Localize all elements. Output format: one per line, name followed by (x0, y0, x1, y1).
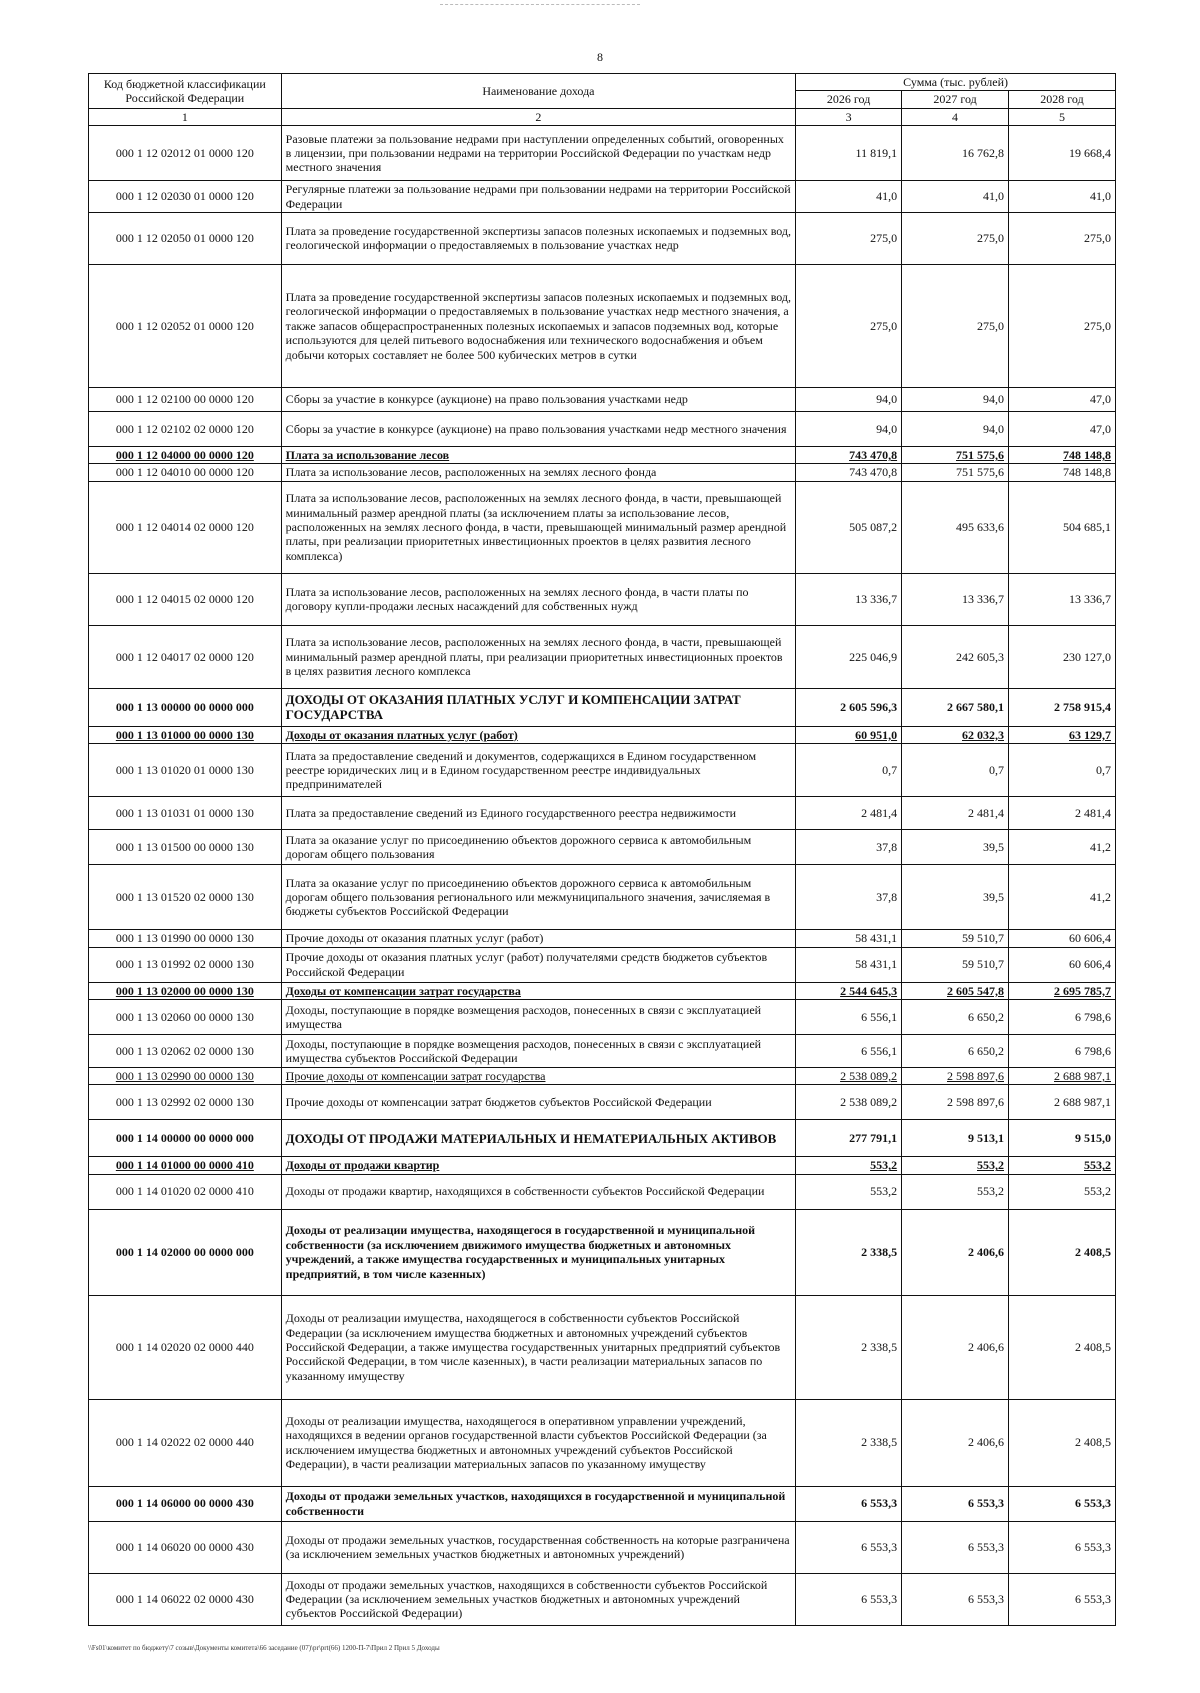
row-name: Доходы от продажи квартир, находящихся в собственности субъектов Российской Федерации (281, 1174, 795, 1209)
row-code: 000 1 13 02000 00 0000 130 (89, 982, 282, 999)
row-value-2026: 505 087,2 (796, 481, 902, 573)
row-value-2028: 2 481,4 (1009, 797, 1116, 830)
row-name: Плата за проведение государственной экспертизы запасов полезных ископаемых и подземных вод, геологической информации о предоставляемых в пользование участках недр (281, 212, 795, 264)
row-value-2028: 41,2 (1009, 865, 1116, 930)
row-value-2026: 2 338,5 (796, 1295, 902, 1399)
table-row (89, 982, 1116, 999)
row-code: 000 1 13 02990 00 0000 130 (89, 1067, 282, 1084)
row-name: Доходы от реализации имущества, находящегося в оперативном управлении учреждений, находящихся в ведении органов государственной власти субъектов Российской Федерации (за исключением имущества бюджетных и автономных учреждений субъектов Российской Федерации), в части реализации материальных запасов по указанному имуществу (281, 1399, 795, 1486)
row-name: Сборы за участие в конкурсе (аукционе) на право пользования участками недр (281, 387, 795, 411)
row-value-2027: 39,5 (902, 865, 1009, 930)
row-code: 000 1 13 01990 00 0000 130 (89, 930, 282, 947)
table-row (89, 446, 1116, 463)
row-code: 000 1 13 02992 02 0000 130 (89, 1085, 282, 1120)
row-value-2026: 743 470,8 (796, 464, 902, 481)
row-name: Прочие доходы от оказания платных услуг (работ) (281, 930, 795, 947)
row-name: Разовые платежи за пользование недрами при наступлении определенных событий, оговоренных в лицензии, при пользовании недрами на территории Российской Федерации по участкам недр местного значения (281, 126, 795, 181)
row-value-2026: 11 819,1 (796, 126, 902, 181)
row-value-2026: 2 544 645,3 (796, 982, 902, 999)
row-value-2027: 553,2 (902, 1174, 1009, 1209)
table-row (89, 1067, 1116, 1084)
row-value-2028: 0,7 (1009, 744, 1116, 797)
row-value-2027: 62 032,3 (902, 726, 1009, 743)
row-name: Плата за оказание услуг по присоединению объектов дорожного сервиса к автомобильным дорогам общего пользования регионального или межмуниципального значения, зачисляемая в бюджеты субъектов Российской Федерации (281, 865, 795, 930)
row-code: 000 1 14 00000 00 0000 000 (89, 1120, 282, 1157)
row-name: Доходы от оказания платных услуг (работ) (281, 726, 795, 743)
row-value-2028: 2 758 915,4 (1009, 688, 1116, 726)
row-value-2026: 58 431,1 (796, 947, 902, 982)
table-row (89, 744, 1116, 797)
row-code: 000 1 13 01500 00 0000 130 (89, 830, 282, 865)
row-name: Доходы, поступающие в порядке возмещения расходов, понесенных в связи с эксплуатацией имущества субъектов Российской Федерации (281, 1034, 795, 1067)
row-code: 000 1 12 02030 01 0000 120 (89, 181, 282, 213)
row-code: 000 1 14 01020 02 0000 410 (89, 1174, 282, 1209)
table-row (89, 1174, 1116, 1209)
row-code: 000 1 12 04015 02 0000 120 (89, 573, 282, 625)
row-name: Прочие доходы от компенсации затрат бюджетов субъектов Российской Федерации (281, 1085, 795, 1120)
scan-artifact-line (440, 4, 640, 5)
row-value-2027: 2 667 580,1 (902, 688, 1009, 726)
row-value-2028: 2 408,5 (1009, 1295, 1116, 1399)
table-row (89, 387, 1116, 411)
table-row (89, 1209, 1116, 1295)
row-value-2027: 9 513,1 (902, 1120, 1009, 1157)
table-row (89, 865, 1116, 930)
col-number-3: 3 (796, 108, 902, 125)
table-row (89, 947, 1116, 982)
row-value-2027: 6 650,2 (902, 1034, 1009, 1067)
row-code: 000 1 13 02060 00 0000 130 (89, 999, 282, 1034)
row-value-2026: 94,0 (796, 387, 902, 411)
table-row (89, 625, 1116, 688)
row-name: Плата за использование лесов, расположенных на землях лесного фонда, в части, превышающей минимальный размер арендной платы, при реализации приоритетных инвестиционных проектов в целях развития лесного комплекса (281, 625, 795, 688)
row-value-2027: 0,7 (902, 744, 1009, 797)
row-value-2028: 748 148,8 (1009, 446, 1116, 463)
year-header-2027: 2027 год (902, 91, 1009, 108)
row-value-2026: 2 481,4 (796, 797, 902, 830)
row-value-2026: 94,0 (796, 411, 902, 446)
row-value-2026: 2 538 089,2 (796, 1085, 902, 1120)
row-value-2026: 2 338,5 (796, 1399, 902, 1486)
row-value-2027: 16 762,8 (902, 126, 1009, 181)
row-value-2027: 2 598 897,6 (902, 1067, 1009, 1084)
row-name: Регулярные платежи за пользование недрами при пользовании недрами на территории Российской Федерации (281, 181, 795, 213)
page-number: 8 (597, 50, 603, 64)
year-header-2026: 2026 год (796, 91, 902, 108)
col-number-1: 1 (89, 108, 282, 125)
table-row (89, 688, 1116, 726)
row-code: 000 1 12 02100 00 0000 120 (89, 387, 282, 411)
row-value-2028: 2 688 987,1 (1009, 1067, 1116, 1084)
row-value-2027: 751 575,6 (902, 464, 1009, 481)
row-name: Доходы от реализации имущества, находящегося в собственности субъектов Российской Федерации (за исключением имущества бюджетных и автономных учреждений субъектов Российской Федерации, а также имущества государственных унитарных предприятий субъектов Российской Федерации, в том числе казенных), в части реализации материальных запасов по указанному имуществу (281, 1295, 795, 1399)
row-name: Сборы за участие в конкурсе (аукционе) на право пользования участками недр местного значения (281, 411, 795, 446)
row-value-2028: 275,0 (1009, 212, 1116, 264)
row-value-2028: 275,0 (1009, 264, 1116, 387)
row-value-2026: 277 791,1 (796, 1120, 902, 1157)
row-value-2028: 2 408,5 (1009, 1209, 1116, 1295)
row-code: 000 1 13 01992 02 0000 130 (89, 947, 282, 982)
row-value-2028: 6 553,3 (1009, 1486, 1116, 1521)
row-value-2026: 0,7 (796, 744, 902, 797)
row-code: 000 1 12 04000 00 0000 120 (89, 446, 282, 463)
row-value-2028: 6 798,6 (1009, 1034, 1116, 1067)
year-header-2028: 2028 год (1009, 91, 1116, 108)
table-row (89, 1486, 1116, 1521)
row-value-2026: 2 338,5 (796, 1209, 902, 1295)
table-row (89, 1573, 1116, 1625)
row-value-2028: 2 688 987,1 (1009, 1085, 1116, 1120)
table-row (89, 212, 1116, 264)
row-value-2026: 41,0 (796, 181, 902, 213)
row-code: 000 1 13 01020 01 0000 130 (89, 744, 282, 797)
table-row (89, 830, 1116, 865)
row-value-2026: 13 336,7 (796, 573, 902, 625)
row-code: 000 1 14 02022 02 0000 440 (89, 1399, 282, 1486)
row-value-2027: 495 633,6 (902, 481, 1009, 573)
row-name: Доходы, поступающие в порядке возмещения расходов, понесенных в связи с эксплуатацией имущества (281, 999, 795, 1034)
row-name: Плата за использование лесов, расположенных на землях лесного фонда, в части платы по договору купли-продажи лесных насаждений для собственных нужд (281, 573, 795, 625)
row-value-2028: 553,2 (1009, 1174, 1116, 1209)
row-name: ДОХОДЫ ОТ ПРОДАЖИ МАТЕРИАЛЬНЫХ И НЕМАТЕРИАЛЬНЫХ АКТИВОВ (281, 1120, 795, 1157)
row-code: 000 1 13 01520 02 0000 130 (89, 865, 282, 930)
revenue-table (88, 73, 1116, 1626)
row-value-2027: 39,5 (902, 830, 1009, 865)
table-row (89, 464, 1116, 481)
row-value-2028: 2 695 785,7 (1009, 982, 1116, 999)
row-value-2028: 748 148,8 (1009, 464, 1116, 481)
row-value-2027: 553,2 (902, 1157, 1009, 1174)
table-row (89, 726, 1116, 743)
row-name: Прочие доходы от оказания платных услуг (работ) получателями средств бюджетов субъектов Российской Федерации (281, 947, 795, 982)
row-code: 000 1 14 02020 02 0000 440 (89, 1295, 282, 1399)
row-value-2026: 743 470,8 (796, 446, 902, 463)
row-value-2028: 230 127,0 (1009, 625, 1116, 688)
row-code: 000 1 13 01000 00 0000 130 (89, 726, 282, 743)
row-code: 000 1 14 02000 00 0000 000 (89, 1209, 282, 1295)
row-code: 000 1 14 06022 02 0000 430 (89, 1573, 282, 1625)
name-column-header: Наименование дохода (281, 74, 795, 109)
code-column-header: Код бюджетной классификации Российской Федерации (89, 74, 282, 109)
row-value-2028: 9 515,0 (1009, 1120, 1116, 1157)
row-value-2028: 6 553,3 (1009, 1521, 1116, 1573)
row-name: Доходы от продажи земельных участков, находящихся в собственности субъектов Российской Федерации (за исключением земельных участков бюджетных и автономных учреждений субъектов Российской Федерации) (281, 1573, 795, 1625)
table-row (89, 1085, 1116, 1120)
row-value-2028: 63 129,7 (1009, 726, 1116, 743)
row-value-2027: 2 605 547,8 (902, 982, 1009, 999)
row-value-2026: 6 553,3 (796, 1573, 902, 1625)
row-value-2026: 6 553,3 (796, 1521, 902, 1573)
row-code: 000 1 14 01000 00 0000 410 (89, 1157, 282, 1174)
footer-file-path: \\Fs01\комитет по бюджету\7 созыв\Документы комитета\66 заседание (07)\pr\prt(66) 1200-П-7\Прил 2 Прил 5 Доходы (88, 1644, 440, 1652)
row-value-2027: 94,0 (902, 411, 1009, 446)
table-row (89, 797, 1116, 830)
row-value-2026: 553,2 (796, 1174, 902, 1209)
row-name: Доходы от компенсации затрат государства (281, 982, 795, 999)
row-name: Доходы от реализации имущества, находящегося в государственной и муниципальной собственности (за исключением движимого имущества бюджетных и автономных учреждений, а также имущества государственных и муниципальных унитарных предприятий, в том числе казенных) (281, 1209, 795, 1295)
row-name: Доходы от продажи земельных участков, находящихся в государственной и муниципальной собственности (281, 1486, 795, 1521)
row-value-2026: 6 553,3 (796, 1486, 902, 1521)
table-row (89, 1399, 1116, 1486)
row-value-2028: 60 606,4 (1009, 947, 1116, 982)
row-name: Доходы от продажи земельных участков, государственная собственность на которые разграничена (за исключением земельных участков бюджетных и автономных учреждений) (281, 1521, 795, 1573)
table-row (89, 481, 1116, 573)
row-value-2027: 94,0 (902, 387, 1009, 411)
row-name: Плата за предоставление сведений из Единого государственного реестра недвижимости (281, 797, 795, 830)
table-row (89, 930, 1116, 947)
row-code: 000 1 12 02012 01 0000 120 (89, 126, 282, 181)
sum-column-header: Сумма (тыс. рублей) (796, 74, 1116, 91)
row-value-2028: 504 685,1 (1009, 481, 1116, 573)
row-code: 000 1 12 04010 00 0000 120 (89, 464, 282, 481)
row-value-2026: 6 556,1 (796, 999, 902, 1034)
row-value-2028: 47,0 (1009, 387, 1116, 411)
row-name: Плата за использование лесов, расположенных на землях лесного фонда (281, 464, 795, 481)
row-value-2028: 41,0 (1009, 181, 1116, 213)
row-name: ДОХОДЫ ОТ ОКАЗАНИЯ ПЛАТНЫХ УСЛУГ И КОМПЕНСАЦИИ ЗАТРАТ ГОСУДАРСТВА (281, 688, 795, 726)
row-value-2026: 275,0 (796, 264, 902, 387)
table-row (89, 1295, 1116, 1399)
row-value-2026: 225 046,9 (796, 625, 902, 688)
row-code: 000 1 12 02102 02 0000 120 (89, 411, 282, 446)
row-value-2027: 751 575,6 (902, 446, 1009, 463)
row-value-2027: 242 605,3 (902, 625, 1009, 688)
table-row (89, 126, 1116, 181)
row-value-2026: 6 556,1 (796, 1034, 902, 1067)
row-value-2028: 2 408,5 (1009, 1399, 1116, 1486)
col-number-4: 4 (902, 108, 1009, 125)
row-name: Плата за использование лесов, расположенных на землях лесного фонда, в части, превышающей минимальный размер арендной платы (за исключением платы за использование лесов, расположенных на землях лесного фонда, в части, превышающей минимальный размер арендной платы, при реализации приоритетных инвестиционных проектов в целях развития лесного комплекса) (281, 481, 795, 573)
table-row (89, 264, 1116, 387)
row-value-2027: 6 553,3 (902, 1521, 1009, 1573)
row-value-2027: 6 650,2 (902, 999, 1009, 1034)
row-code: 000 1 12 04017 02 0000 120 (89, 625, 282, 688)
row-value-2028: 553,2 (1009, 1157, 1116, 1174)
row-value-2026: 2 605 596,3 (796, 688, 902, 726)
row-value-2027: 6 553,3 (902, 1573, 1009, 1625)
row-value-2027: 2 406,6 (902, 1295, 1009, 1399)
row-name: Прочие доходы от компенсации затрат государства (281, 1067, 795, 1084)
row-name: Доходы от продажи квартир (281, 1157, 795, 1174)
row-value-2026: 37,8 (796, 865, 902, 930)
row-value-2027: 2 406,6 (902, 1209, 1009, 1295)
row-value-2026: 2 538 089,2 (796, 1067, 902, 1084)
row-value-2027: 13 336,7 (902, 573, 1009, 625)
col-number-2: 2 (281, 108, 795, 125)
row-value-2028: 13 336,7 (1009, 573, 1116, 625)
table-row (89, 1120, 1116, 1157)
table-row (89, 181, 1116, 213)
table-row (89, 999, 1116, 1034)
row-value-2026: 553,2 (796, 1157, 902, 1174)
row-name: Плата за оказание услуг по присоединению объектов дорожного сервиса к автомобильным дорогам общего пользования (281, 830, 795, 865)
row-value-2028: 47,0 (1009, 411, 1116, 446)
row-code: 000 1 14 06020 00 0000 430 (89, 1521, 282, 1573)
col-number-5: 5 (1009, 108, 1116, 125)
row-value-2027: 275,0 (902, 212, 1009, 264)
row-value-2028: 19 668,4 (1009, 126, 1116, 181)
row-value-2027: 59 510,7 (902, 947, 1009, 982)
row-code: 000 1 13 00000 00 0000 000 (89, 688, 282, 726)
table-row (89, 573, 1116, 625)
row-value-2027: 275,0 (902, 264, 1009, 387)
row-value-2027: 2 481,4 (902, 797, 1009, 830)
row-code: 000 1 12 02050 01 0000 120 (89, 212, 282, 264)
row-value-2026: 275,0 (796, 212, 902, 264)
table-row (89, 411, 1116, 446)
row-value-2028: 6 798,6 (1009, 999, 1116, 1034)
row-value-2028: 60 606,4 (1009, 930, 1116, 947)
row-code: 000 1 12 04014 02 0000 120 (89, 481, 282, 573)
row-name: Плата за предоставление сведений и документов, содержащихся в Едином государственном реестре юридических лиц и в Едином государственном реестре индивидуальных предпринимателей (281, 744, 795, 797)
row-value-2027: 6 553,3 (902, 1486, 1009, 1521)
row-code: 000 1 12 02052 01 0000 120 (89, 264, 282, 387)
table-row (89, 1521, 1116, 1573)
row-name: Плата за проведение государственной экспертизы запасов полезных ископаемых и подземных вод, геологической информации о предоставляемых в пользование участках недр местного значения, а также запасов общераспространенных полезных ископаемых и запасов подземных вод, которые используются для целей питьевого водоснабжения или технического водоснабжения и объем добычи которых составляет не более 500 кубических метров в сутки (281, 264, 795, 387)
row-value-2026: 58 431,1 (796, 930, 902, 947)
row-value-2027: 59 510,7 (902, 930, 1009, 947)
row-value-2027: 2 406,6 (902, 1399, 1009, 1486)
table-row (89, 1157, 1116, 1174)
row-code: 000 1 14 06000 00 0000 430 (89, 1486, 282, 1521)
row-name: Плата за использование лесов (281, 446, 795, 463)
row-value-2028: 41,2 (1009, 830, 1116, 865)
row-value-2027: 41,0 (902, 181, 1009, 213)
row-value-2028: 6 553,3 (1009, 1573, 1116, 1625)
row-code: 000 1 13 01031 01 0000 130 (89, 797, 282, 830)
row-value-2026: 37,8 (796, 830, 902, 865)
row-value-2026: 60 951,0 (796, 726, 902, 743)
table-row (89, 1034, 1116, 1067)
row-value-2027: 2 598 897,6 (902, 1085, 1009, 1120)
row-code: 000 1 13 02062 02 0000 130 (89, 1034, 282, 1067)
